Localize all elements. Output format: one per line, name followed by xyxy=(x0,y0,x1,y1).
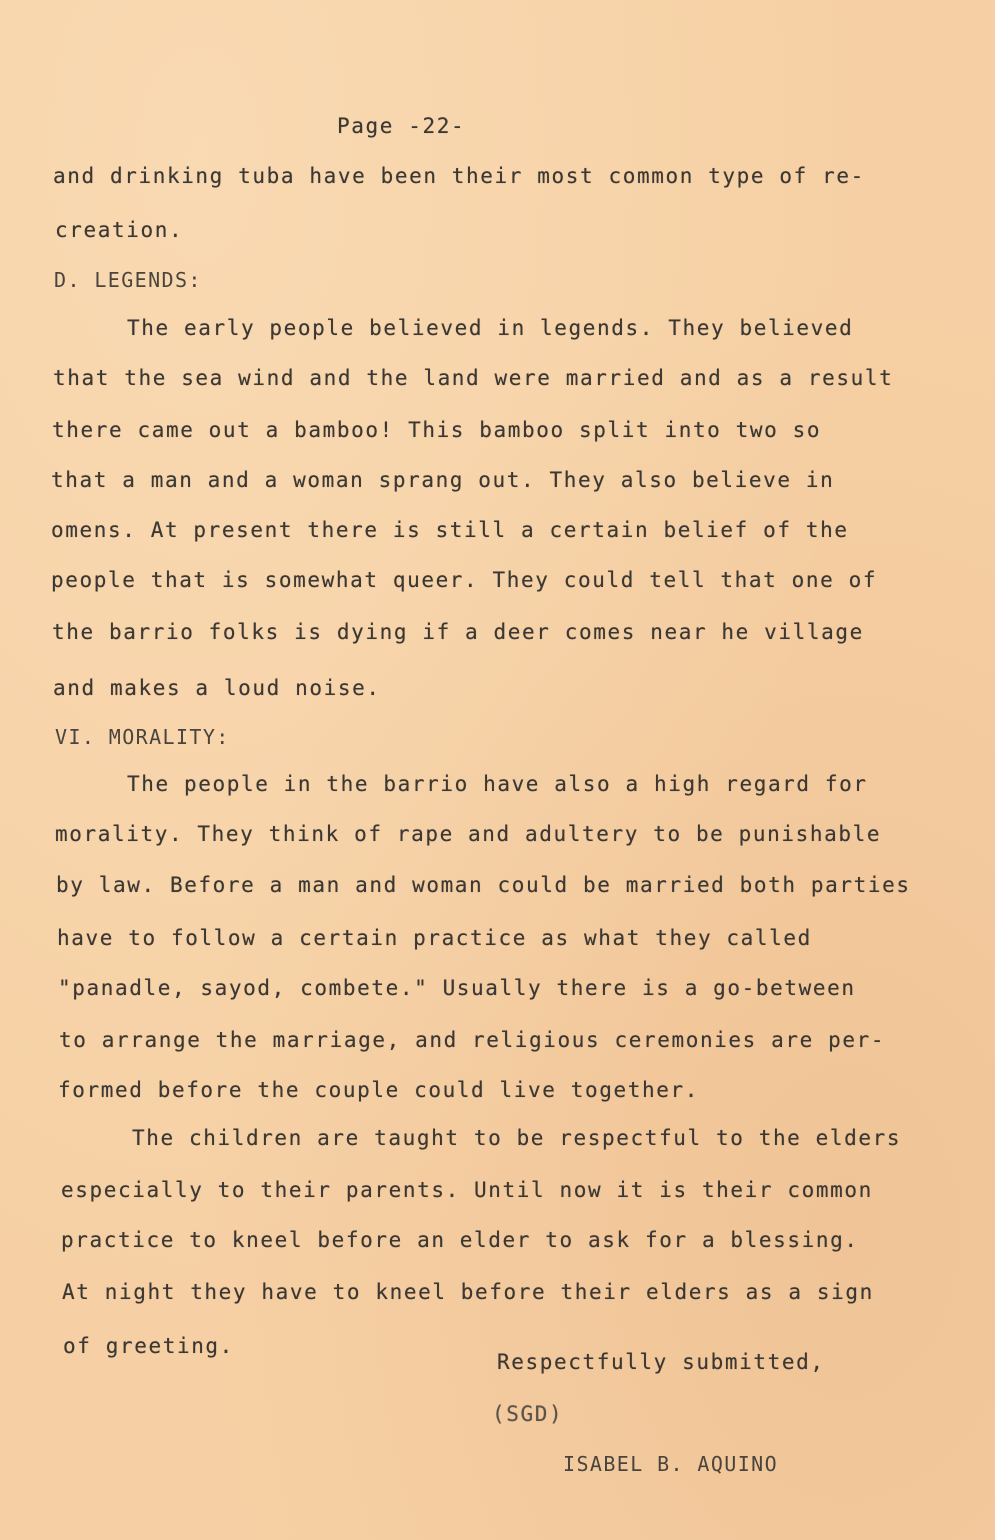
text-line: that the sea wind and the land were married and as a result xyxy=(53,366,894,390)
page-header: Page -22- xyxy=(337,114,466,138)
signature-name: ISABEL B. AQUINO xyxy=(563,1452,779,1476)
text-line: The children are taught to be respectful to the elders xyxy=(132,1126,902,1150)
text-line: and makes a loud noise. xyxy=(53,676,381,700)
section-heading-legends: D. LEGENDS: xyxy=(54,268,202,292)
section-heading-morality: VI. MORALITY: xyxy=(55,725,230,749)
text-line: have to follow a certain practice as what they called xyxy=(57,926,812,950)
text-line: especially to their parents. Until now it is their common xyxy=(61,1178,873,1202)
text-line: omens. At present there is still a certain belief of the xyxy=(51,518,849,542)
signature-signed: (SGD) xyxy=(492,1402,564,1426)
text-line: At night they have to kneel before their elders as a sign xyxy=(62,1280,874,1304)
text-line: creation. xyxy=(55,218,184,242)
text-line: "panadle, sayod, combete." Usually there is a go-between xyxy=(58,976,856,1000)
text-line: people that is somewhat queer. They could tell that one of xyxy=(51,568,878,592)
text-line: of greeting. xyxy=(63,1334,234,1358)
text-line: and drinking tuba have been their most common type of re- xyxy=(53,164,865,188)
text-line: there came out a bamboo! This bamboo split into two so xyxy=(52,418,822,442)
text-line: that a man and a woman sprang out. They also believe in xyxy=(51,468,835,492)
text-line: formed before the couple could live together. xyxy=(58,1078,699,1102)
text-line: morality. They think of rape and adultery to be punishable xyxy=(55,822,882,846)
text-line: by law. Before a man and woman could be married both parties xyxy=(56,873,911,897)
text-line: practice to kneel before an elder to ask for a blessing. xyxy=(61,1228,859,1252)
text-line: The early people believed in legends. They believed xyxy=(127,316,854,340)
signature-closing: Respectfully submitted, xyxy=(497,1350,825,1374)
text-line: to arrange the marriage, and religious ceremonies are per- xyxy=(59,1028,886,1052)
text-line: The people in the barrio have also a high regard for xyxy=(127,772,868,796)
text-line: the barrio folks is dying if a deer comes near he village xyxy=(52,620,864,644)
